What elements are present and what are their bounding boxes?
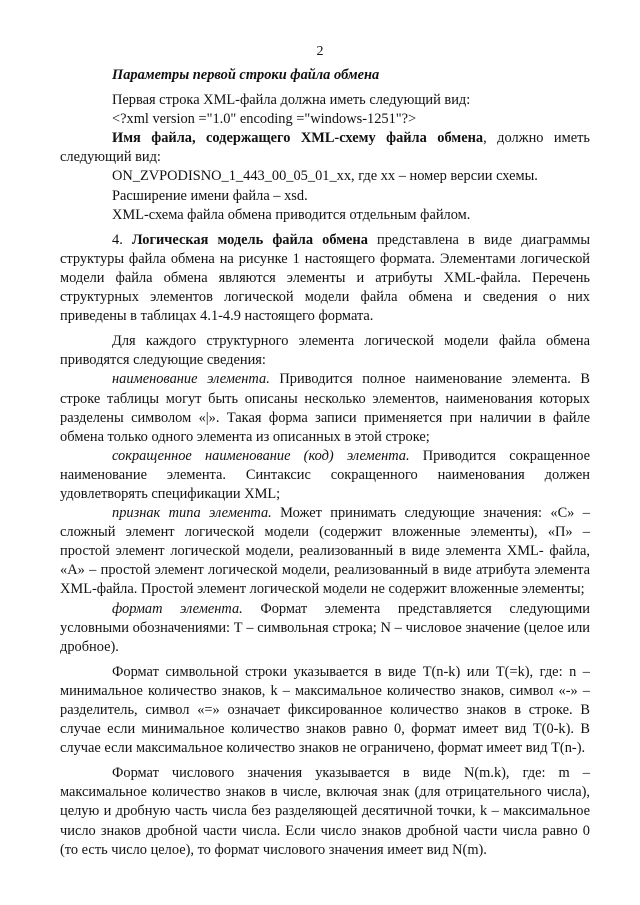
element-type-item bbox=[60, 504, 590, 599]
file-name-term: Имя файла, содержащего XML-схему файла обмена bbox=[112, 130, 484, 147]
file-extension: Расширение имени файла – xsd. bbox=[112, 187, 308, 204]
element-code-item bbox=[60, 447, 590, 504]
element-code-desc: Приводится сокращенное наименование элемента. Синтаксис сокращенного наименования должен удовлетворять спецификации XML; bbox=[60, 447, 590, 502]
file-name-rest: , должно иметь следующий вид: bbox=[60, 130, 590, 166]
element-type-desc: Может принимать следующие значения: «С» – сложный элемент логической модели (содержит вложенные элементы), «П» – простой элемент логической модели, реализованный в виде элемента XML- файла, «А» – простой элемент логической модели, реализованный в виде атрибута элемента XML-файла. Простой элемент логической модели не содержит вложенные элементы; bbox=[60, 505, 590, 598]
element-name-desc: Приводится полное наименование элемента. В строке таблицы могут быть описаны несколько элементов, наименования которых разделены символом «|». Такая форма записи применяется при наличии в файле обмена только одного элемента из описанных в этой строке; bbox=[60, 371, 590, 445]
element-format-item bbox=[60, 600, 590, 657]
number-format-paragraph: Формат числового значения указывается в виде N(m.k), где: m – максимальное количество знаков в числе, включая знак (для отрицательного числа), целую и дробную часть числа без разделяющей десятичной точки, k – максимальное число знаков дробной части числа. Если число знаков дробной части числа равно 0 (то есть число целое), то формат числового значения имеет вид N(m). bbox=[60, 765, 590, 858]
element-info-intro: Для каждого структурного элемента логической модели файла обмена приводятся следующие сведения: bbox=[60, 333, 590, 369]
file-name-format: ON_ZVPODISNO_1_443_00_05_01_xx, где xx – номер версии схемы. bbox=[112, 168, 538, 185]
section-heading: Параметры первой строки файла обмена bbox=[112, 67, 380, 83]
element-name-item bbox=[60, 370, 590, 446]
page-number: 2 bbox=[316, 44, 324, 59]
xml-declaration: <?xml version ="1.0" encoding ="windows-1251"?> bbox=[112, 111, 417, 128]
element-code-term: сокращенное наименование (код) элемента. bbox=[112, 447, 410, 464]
xml-line-intro: Первая строка XML-файла должна иметь следующий вид: bbox=[112, 92, 471, 109]
logical-model-term: Логическая модель файла обмена bbox=[131, 231, 368, 248]
logical-model-paragraph bbox=[60, 231, 590, 326]
element-type-term: признак типа элемента. bbox=[112, 505, 272, 522]
element-name-term: наименование элемента. bbox=[112, 371, 270, 388]
file-name-paragraph bbox=[60, 129, 590, 167]
page-content bbox=[60, 66, 590, 860]
element-format-desc: Формат элемента представляется следующими условными обозначениями: Т – символьная строка; N – числовое значение (целое или дробное). bbox=[60, 600, 590, 655]
logical-model-number: 4. bbox=[112, 231, 132, 248]
logical-model-text: представлена в виде диаграммы структуры файла обмена на рисунке 1 настоящего формата. Элементами логической модели файла обмена являются элементы и атрибуты XML-файла. Перечень структурных элементов логической модели файла обмена и сведения о них приведены в таблицах 4.1-4.9 настоящего формата. bbox=[60, 231, 590, 325]
separate-file-note: XML-схема файла обмена приводится отдельным файлом. bbox=[112, 206, 471, 223]
element-format-term: формат элемента. bbox=[112, 600, 243, 617]
faint-stamp bbox=[112, 853, 114, 863]
string-format-paragraph: Формат символьной строки указывается в виде Т(n-k) или Т(=k), где: n – минимальное количество знаков, k – максимальное количество знаков, символ «-» – разделитель, символ «=» означает фиксированное количество знаков в строке. В случае если минимальное количество знаков равно 0, формат имеет вид Т(0-k). В случае если максимальное количество знаков не ограничено, формат имеет вид Т(n-). bbox=[60, 663, 590, 757]
